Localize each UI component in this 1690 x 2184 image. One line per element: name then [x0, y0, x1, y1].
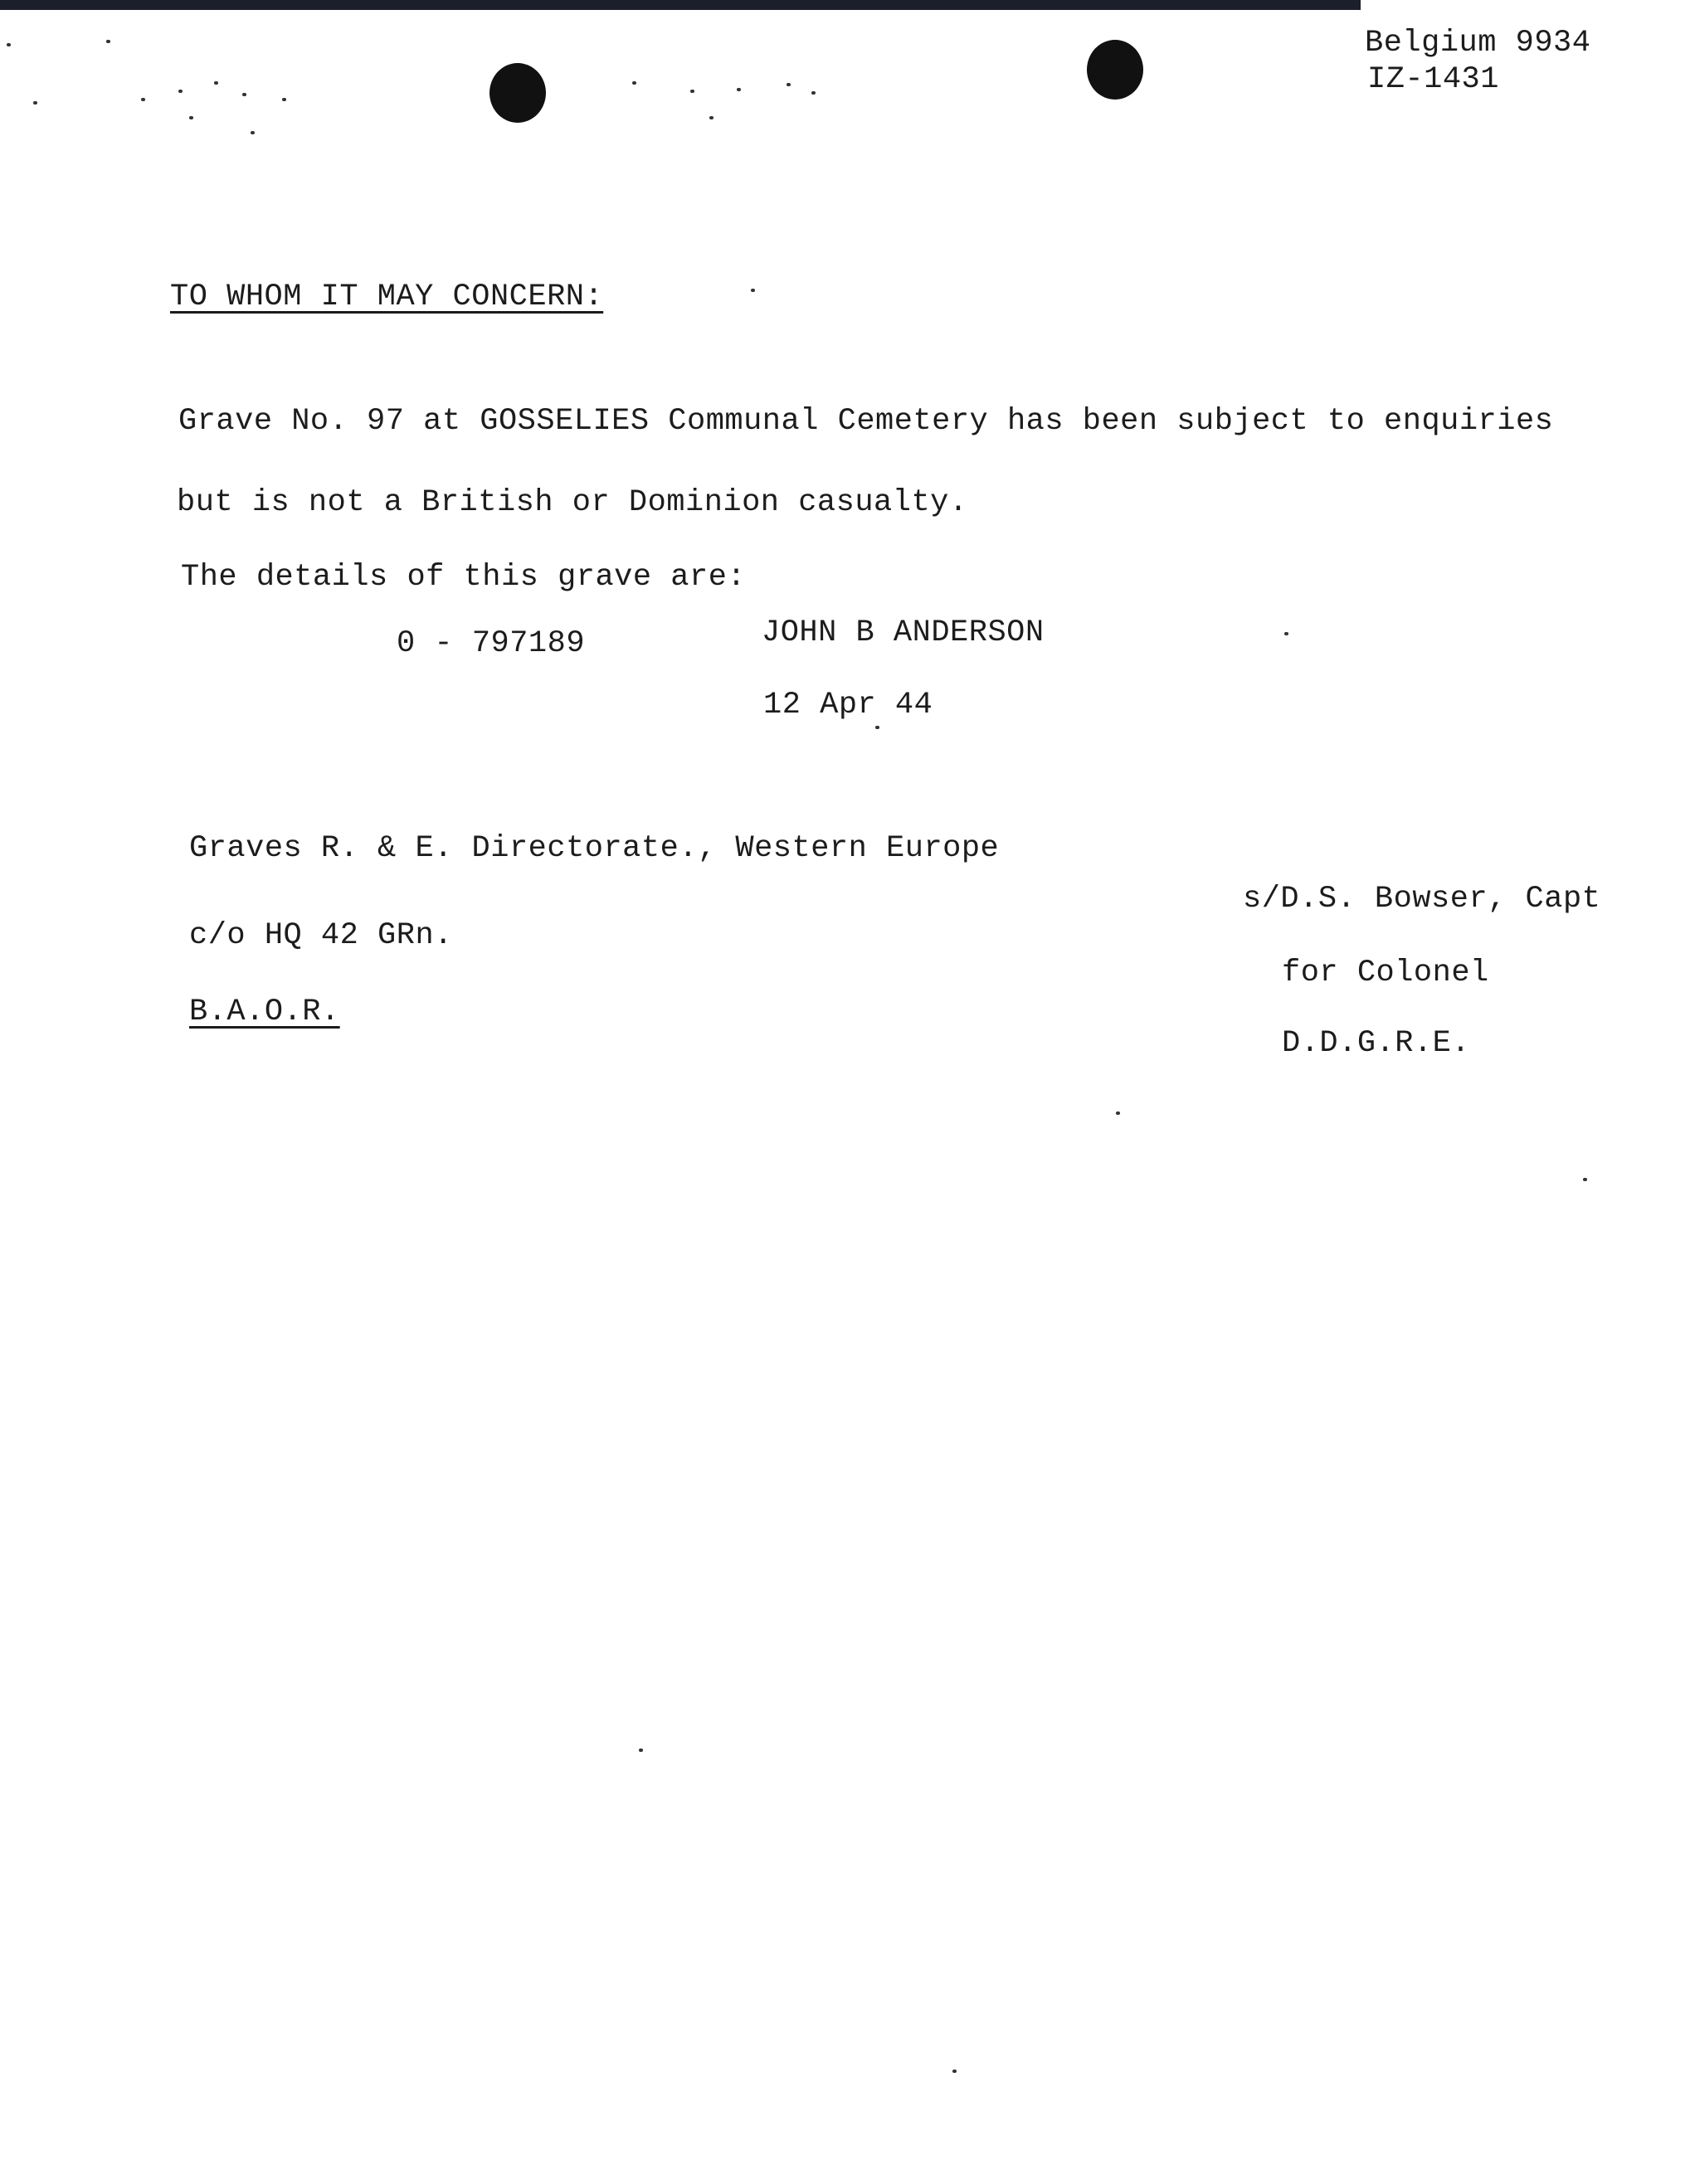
scan-top-edge: [0, 0, 1361, 10]
scan-speck: [7, 43, 11, 46]
scan-speck: [737, 88, 741, 91]
body-line-2: but is not a British or Dominion casualty.: [177, 485, 968, 520]
punch-hole-left: [489, 63, 546, 123]
scan-speck: [242, 93, 246, 96]
signature-line-3: D.D.G.R.E.: [1282, 1026, 1471, 1061]
sender-line-1: Graves R. & E. Directorate., Western Europe: [189, 831, 1000, 866]
scan-speck: [709, 116, 714, 119]
scan-speck: [189, 116, 193, 119]
sender-line-3: B.A.O.R.: [189, 995, 340, 1029]
scan-speck: [251, 131, 255, 134]
scan-speck: [787, 83, 791, 86]
scan-speck: [106, 40, 110, 43]
signature-line-1: s/D.S. Bowser, Capt: [1243, 882, 1601, 917]
scan-speck: [1116, 1111, 1120, 1115]
body-line-3: The details of this grave are:: [181, 560, 747, 595]
scan-speck: [639, 1749, 643, 1752]
signature-line-2: for Colonel: [1282, 956, 1489, 990]
scan-speck: [282, 98, 286, 101]
scan-speck: [751, 289, 755, 292]
punch-hole-right: [1087, 40, 1143, 100]
scan-speck: [178, 90, 183, 93]
service-number: 0 - 797189: [397, 626, 586, 661]
scan-speck: [1583, 1178, 1587, 1181]
body-line-1: Grave No. 97 at GOSSELIES Communal Cemetery has been subject to enquiries: [178, 404, 1554, 439]
sender-line-2: c/o HQ 42 GRn.: [189, 918, 453, 953]
reference-line-1: Belgium 9934: [1365, 26, 1591, 61]
scan-speck: [952, 2070, 957, 2073]
scan-speck: [33, 101, 37, 105]
scan-speck: [214, 81, 218, 85]
scan-speck: [690, 90, 694, 93]
scan-speck: [632, 81, 636, 85]
salutation-heading: TO WHOM IT MAY CONCERN:: [170, 280, 604, 314]
casualty-date: 12 Apr 44: [763, 688, 933, 722]
scan-speck: [141, 98, 145, 101]
scan-speck: [1284, 632, 1288, 635]
casualty-name: JOHN B ANDERSON: [762, 615, 1045, 650]
scan-speck: [811, 91, 816, 95]
reference-line-2: IZ-1431: [1367, 62, 1499, 97]
scan-speck: [875, 726, 879, 729]
